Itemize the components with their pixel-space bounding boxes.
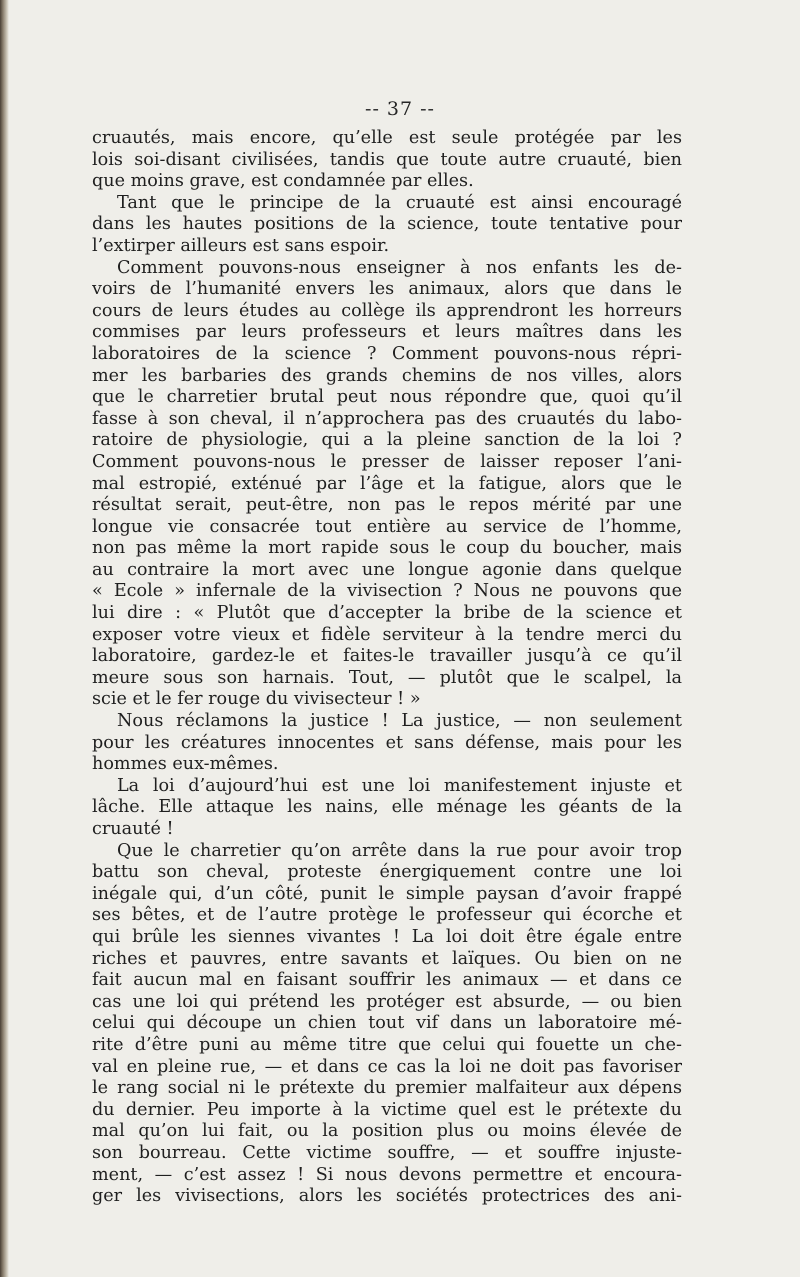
text-line: Tant que le principe de la cruauté est ainsi encouragé — [117, 192, 682, 213]
text-line: pour les créatures innocentes et sans défense, mais pour les — [92, 732, 682, 753]
text-line: lois soi-disant civilisées, tandis que toute autre cruauté, bien — [92, 149, 682, 170]
text-line: scie et le fer rouge du vivisecteur ! » — [92, 689, 421, 710]
paragraph — [92, 258, 682, 711]
text-line: Nous réclamons la justice ! La justice, — non seulement — [117, 711, 682, 732]
text-line: « Ecole » infernale de la vivisection ? Nous ne pouvons que — [92, 581, 682, 602]
text-line: laboratoire, gardez-le et faites-le travailler jusqu’à ce qu’il — [92, 646, 682, 667]
text-line: le rang social ni le prétexte du premier malfaiteur aux dépens — [92, 1078, 682, 1099]
text-line: son bourreau. Cette victime souffre, — et souffre injuste- — [92, 1142, 682, 1163]
text-line: que moins grave, est condamnée par elles. — [92, 171, 474, 192]
text-line: fait aucun mal en faisant souffrir les animaux — et dans ce — [92, 970, 682, 991]
text-line: Comment pouvons-nous enseigner à nos enfants les de- — [117, 257, 682, 278]
text-line: du dernier. Peu importe à la victime quel est le prétexte du — [92, 1099, 682, 1120]
paragraph — [92, 128, 682, 193]
text-line: que le charretier brutal peut nous répondre que, quoi qu’il — [92, 387, 682, 408]
paragraph — [92, 776, 682, 841]
text-line: lui dire : « Plutôt que d’accepter la bribe de la science et — [92, 603, 682, 624]
text-line: cas une loi qui prétend les protéger est absurde, — ou bien — [92, 991, 682, 1012]
text-line: cruautés, mais encore, qu’elle est seule protégée par les — [92, 128, 682, 148]
text-line: rite d’être puni au même titre que celui qui fouette un che- — [92, 1034, 682, 1055]
text-line: mer les barbaries des grands chemins de nos villes, alors — [92, 365, 682, 386]
text-line: meure sous son harnais. Tout, — plutôt que le scalpel, la — [92, 667, 682, 688]
page-binding-edge — [0, 0, 9, 1277]
text-line: celui qui découpe un chien tout vif dans un laboratoire mé- — [92, 1013, 682, 1034]
text-line: commises par leurs professeurs et leurs maîtres dans les — [92, 322, 682, 343]
text-line: lâche. Elle attaque les nains, elle ménage les géants de la — [92, 797, 682, 818]
text-line: cruauté ! — [92, 819, 174, 839]
text-line: cours de leurs études au collège ils apprendront les horreurs — [92, 300, 682, 321]
text-line: exposer votre vieux et fidèle serviteur à la tendre merci du — [92, 624, 682, 645]
page-number: -- 37 -- — [365, 98, 435, 120]
text-line: mal qu’on lui fait, ou la position plus ou moins élevée de — [92, 1121, 682, 1142]
text-line: Que le charretier qu’on arrête dans la rue pour avoir trop — [117, 840, 682, 861]
text-line: Comment pouvons-nous le presser de laisser reposer l’ani- — [92, 451, 682, 472]
paragraph — [92, 711, 682, 776]
paragraph — [92, 841, 682, 1208]
text-line: l’extirper ailleurs est sans espoir. — [92, 235, 390, 256]
text-line: battu son cheval, proteste énergiquement contre une loi — [92, 862, 682, 883]
text-line: fasse à son cheval, il n’approchera pas des cruautés du labo- — [92, 408, 682, 429]
text-line: longue vie consacrée tout entière au service de l’homme, — [92, 516, 682, 537]
text-line: hommes eux-mêmes. — [92, 754, 279, 775]
text-line: ment, — c’est assez ! Si nous devons permettre et encoura- — [92, 1164, 682, 1185]
text-line: résultat serait, peut-être, non pas le repos mérité par une — [92, 495, 682, 516]
paragraph — [92, 193, 682, 258]
text-line: non pas même la mort rapide sous le coup du boucher, mais — [92, 538, 682, 559]
body-text — [92, 128, 682, 1208]
text-line: riches et pauvres, entre savants et laïques. Ou bien on ne — [92, 948, 682, 969]
text-line: voirs de l’humanité envers les animaux, alors que dans le — [92, 279, 682, 300]
text-line: ger les vivisections, alors les sociétés protectrices des ani- — [92, 1186, 682, 1207]
text-line: dans les hautes positions de la science, toute tentative pour — [92, 214, 682, 235]
text-line: mal estropié, exténué par l’âge et la fatigue, alors que le — [92, 473, 682, 494]
text-line: La loi d’aujourd’hui est une loi manifestement injuste et — [117, 775, 682, 796]
text-line: ratoire de physiologie, qui a la pleine sanction de la loi ? — [92, 430, 682, 451]
text-line: au contraire la mort avec une longue agonie dans quelque — [92, 559, 682, 580]
text-line: ses bêtes, et de l’autre protège le professeur qui écorche et — [92, 905, 682, 926]
text-line: qui brûle les siennes vivantes ! La loi doit être égale entre — [92, 926, 682, 947]
text-line: inégale qui, d’un côté, punit le simple paysan d’avoir frappé — [92, 883, 682, 904]
text-line: val en pleine rue, — et dans ce cas la loi ne doit pas favoriser — [92, 1056, 682, 1077]
text-line: laboratoires de la science ? Comment pouvons-nous répri- — [92, 343, 682, 364]
